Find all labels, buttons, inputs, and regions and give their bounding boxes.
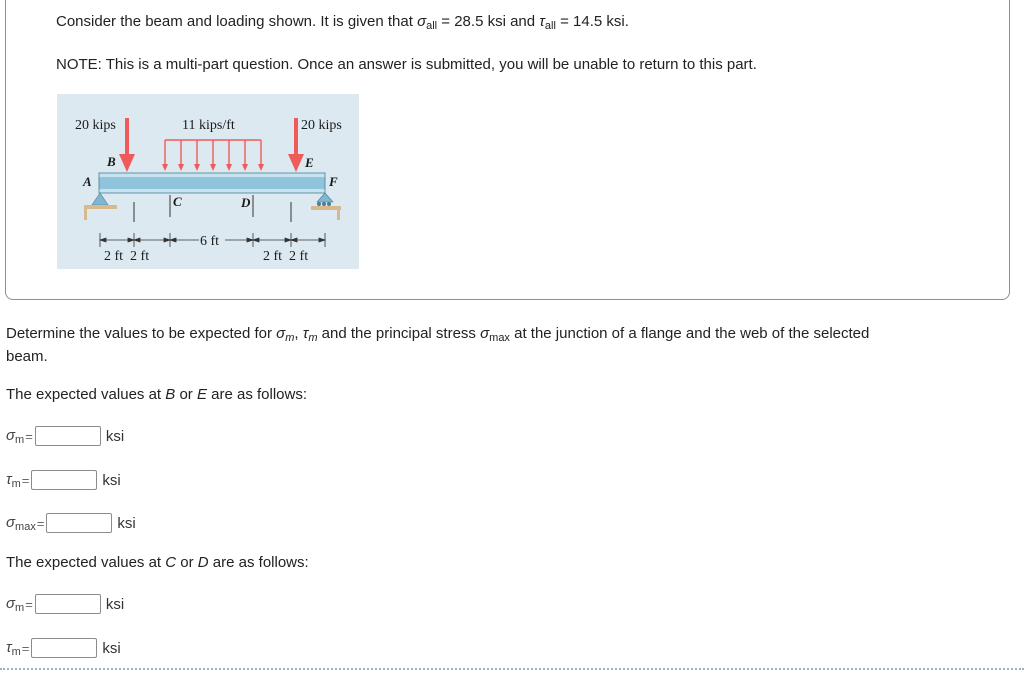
dim-mid-label: 6 ft [200, 234, 220, 249]
dim-left-label: 2 ft 2 ft [104, 249, 150, 264]
label-f: F [329, 174, 338, 189]
cd-sigma-m-input[interactable] [35, 594, 101, 614]
be-sigma-max-input[interactable] [46, 513, 112, 533]
answer-row-be-sigma-m: $\sigma_m$ = ksi [6, 426, 125, 446]
answer-row-be-sigma-max: $\sigma_{max}$ = ksi [6, 513, 136, 533]
label-a: A [83, 174, 92, 189]
section-cd-heading: The expected values at C or D are as follows: [6, 554, 309, 571]
load-dist-label: 11 kips/ft [182, 118, 235, 133]
beam-diagram [57, 94, 359, 269]
load-left-label: 20 kips [75, 118, 116, 133]
cd-tau-m-input[interactable] [31, 638, 97, 658]
answer-row-cd-sigma-m: $\sigma_m$ = ksi [6, 594, 125, 614]
beam [99, 173, 325, 193]
roller-support-f [311, 193, 341, 220]
beam-figure [57, 94, 359, 269]
label-c: C [173, 194, 182, 209]
sigma-all-symbol: σ [417, 13, 427, 30]
note-text: NOTE: This is a multi-part question. Once an answer is submitted, you will be unable to return to this part. [56, 56, 757, 73]
section-be-heading: The expected values at B or E are as follows: [6, 386, 308, 403]
bottom-divider [0, 668, 1024, 670]
tau-all-symbol: τ [539, 13, 545, 30]
answer-row-cd-tau-m: $\tau_m$ = ksi [6, 638, 121, 658]
problem-statement: Consider the beam and loading shown. It is given that $\sigma_{all} = 28.5$ ksi and $\tau_{all} = 14.5$ ksi. [56, 13, 629, 32]
question-card [5, 0, 1010, 300]
label-e: E [305, 155, 314, 170]
distributed-load-arrows [162, 140, 264, 171]
answer-row-be-tau-m: $\tau_m$ = ksi [6, 470, 121, 490]
dim-right-label: 2 ft 2 ft [263, 249, 309, 264]
load-right-label: 20 kips [301, 118, 342, 133]
be-tau-m-input[interactable] [31, 470, 97, 490]
label-d: D [241, 195, 251, 210]
label-b: B [107, 154, 116, 169]
question-line-2: beam. [6, 348, 48, 365]
pin-support-a [84, 193, 117, 220]
question-line-1: Determine the values to be expected for $\sigma_m$, $\tau_m$ and the principal stress $\sigma_{max}$ at the junction of a flange and the web of the selected [6, 325, 870, 344]
point-load-b-arrow [119, 118, 135, 172]
section-markers [134, 195, 291, 222]
be-sigma-m-input[interactable] [35, 426, 101, 446]
